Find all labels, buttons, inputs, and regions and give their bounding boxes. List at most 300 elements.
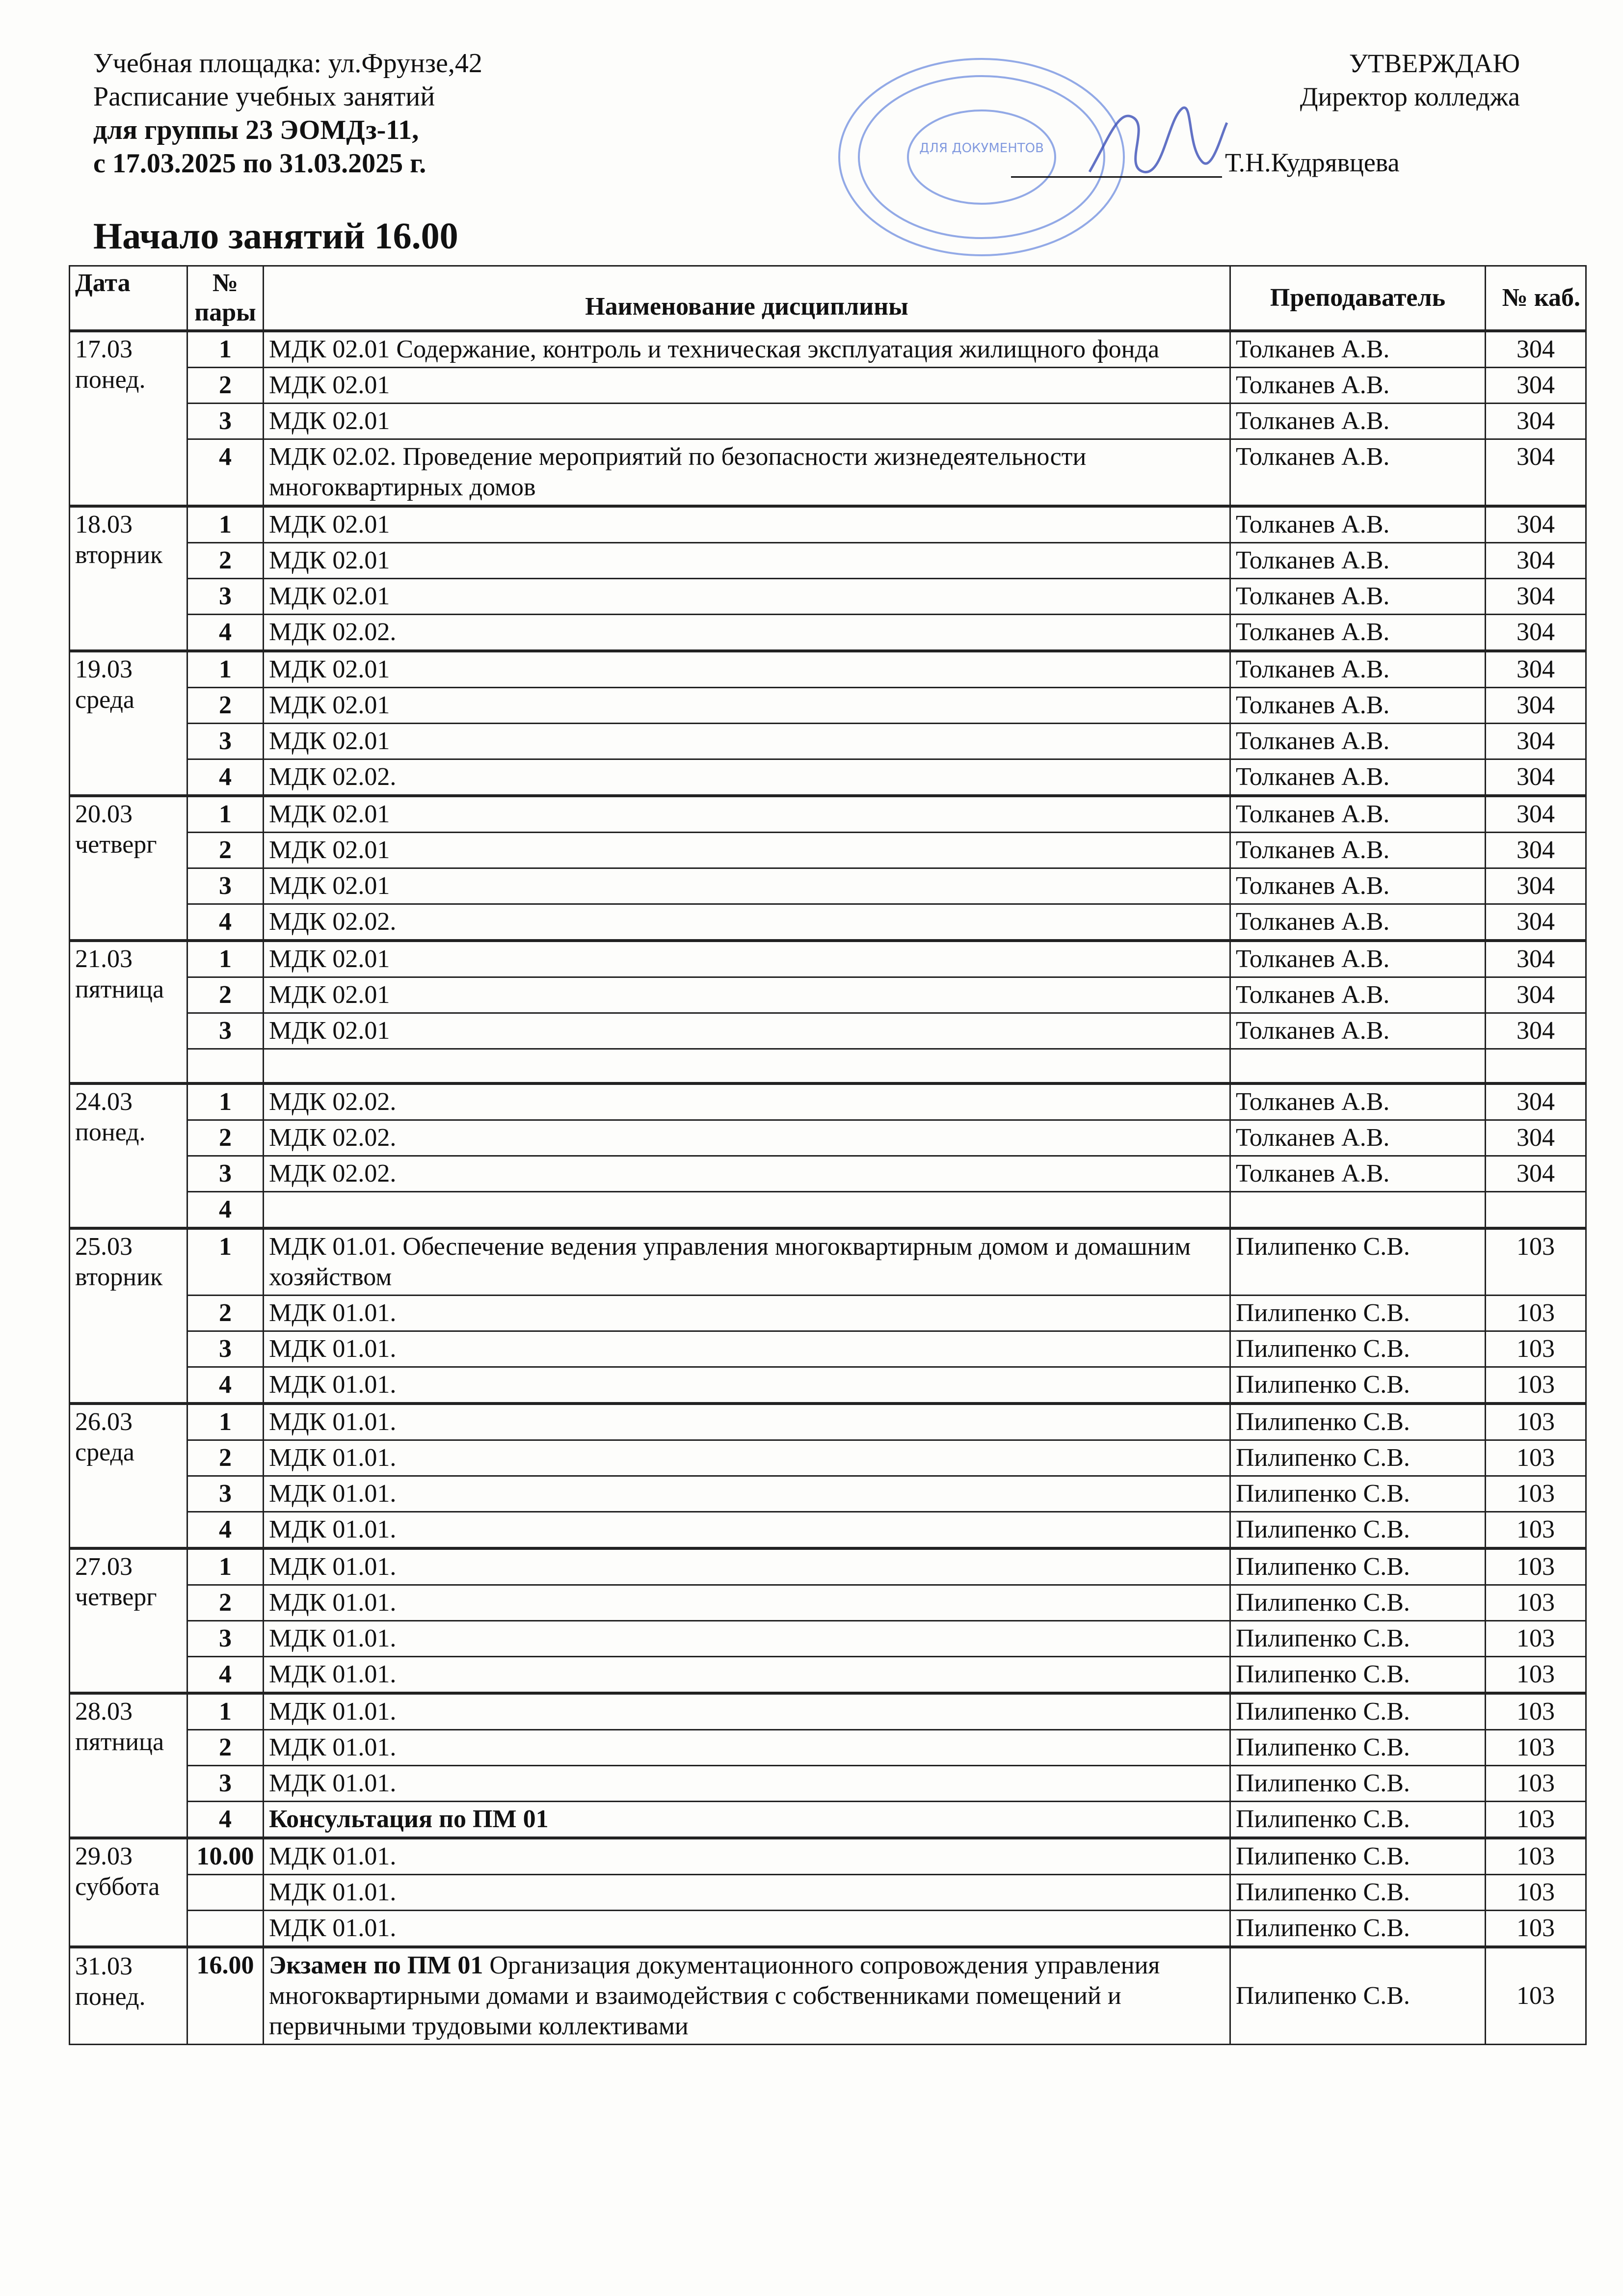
discipline-cell — [264, 506, 1230, 543]
pair-number: 3 — [187, 579, 264, 615]
table-row — [70, 868, 1586, 904]
room-cell: 103 — [1486, 1440, 1586, 1476]
date-text: 20.03 четверг — [75, 800, 157, 859]
schedule-table — [69, 265, 1587, 2045]
teacher-cell: Толканев А.В. — [1230, 543, 1486, 579]
discipline-text: МДК 01.01. — [269, 1370, 397, 1399]
pair-number: 2 — [187, 1295, 264, 1331]
pair-number: 3 — [187, 404, 264, 439]
date-cell — [70, 1693, 187, 1838]
table-row — [70, 1838, 1586, 1875]
room-cell: 304 — [1486, 833, 1586, 868]
teacher-cell: Толканев А.В. — [1230, 941, 1486, 977]
table-row — [70, 1621, 1586, 1656]
date-cell — [70, 1083, 187, 1228]
room-cell: 304 — [1486, 1083, 1586, 1120]
discipline-text: МДК 01.01. Обеспечение ведения управления многоквартирным домом и домашним хозяйством — [269, 1232, 1191, 1291]
room-cell: 304 — [1486, 331, 1586, 368]
teacher-cell: Толканев А.В. — [1230, 833, 1486, 868]
approval-position: Директор колледжа — [1300, 82, 1520, 111]
discipline-text: МДК 02.01 — [269, 691, 390, 719]
discipline-cell — [264, 904, 1230, 941]
discipline-cell — [264, 615, 1230, 651]
table-row — [70, 331, 1586, 368]
room-cell: 304 — [1486, 506, 1586, 543]
discipline-cell — [264, 1548, 1230, 1585]
date-text: четверг — [75, 1583, 157, 1611]
discipline-cell — [264, 1693, 1230, 1730]
discipline-cell — [264, 1729, 1230, 1765]
pair-number: 3 — [187, 1765, 264, 1801]
room-cell: 103 — [1486, 1404, 1586, 1440]
room-cell: 304 — [1486, 868, 1586, 904]
discipline-cell — [264, 1083, 1230, 1120]
header-discipline: Наименование дисциплины — [264, 266, 1230, 331]
date-text: вторник — [75, 1263, 163, 1291]
discipline-text: МДК 02.01 — [269, 407, 390, 435]
discipline-cell — [264, 1947, 1230, 2045]
room-cell: 304 — [1486, 579, 1586, 615]
pair-number: 1 — [187, 1404, 264, 1440]
discipline-text: МДК 02.02. — [269, 1087, 397, 1116]
teacher-cell — [1230, 1049, 1486, 1083]
discipline-text: МДК 02.01 — [269, 981, 390, 1009]
schedule-header — [93, 47, 482, 180]
date-cell — [70, 1228, 187, 1404]
pair-number: 3 — [187, 868, 264, 904]
discipline-text: МДК 01.01. — [269, 1624, 397, 1652]
discipline-cell — [264, 1874, 1230, 1910]
discipline-cell — [264, 651, 1230, 688]
date-text: 25.03 — [75, 1232, 133, 1261]
teacher-cell: Толканев А.В. — [1230, 688, 1486, 724]
discipline-cell — [264, 688, 1230, 724]
date-text: 28.03 — [75, 1697, 133, 1726]
discipline-text: МДК 01.01. — [269, 1515, 397, 1543]
date-cell — [70, 506, 187, 651]
discipline-cell — [264, 833, 1230, 868]
date-cell — [70, 1838, 187, 1947]
table-row — [70, 759, 1586, 796]
table-row — [70, 1585, 1586, 1621]
discipline-cell — [264, 796, 1230, 833]
pair-number: 3 — [187, 1621, 264, 1656]
table-row — [70, 833, 1586, 868]
table-row — [70, 1367, 1586, 1404]
room-cell: 103 — [1486, 1295, 1586, 1331]
pair-number: 1 — [187, 506, 264, 543]
table-row — [70, 1228, 1586, 1296]
pair-number: 16.00 — [187, 1947, 264, 2045]
discipline-cell — [264, 1049, 1230, 1083]
discipline-cell — [264, 543, 1230, 579]
teacher-cell: Толканев А.В. — [1230, 439, 1486, 507]
discipline-text: МДК 02.01 — [269, 582, 390, 610]
table-row — [70, 1191, 1586, 1228]
room-cell: 103 — [1486, 1476, 1586, 1512]
approval-block — [1300, 47, 1520, 113]
director-name: Т.Н.Кудрявцева — [1225, 148, 1400, 177]
pair-number: 1 — [187, 941, 264, 977]
table-row — [70, 1874, 1586, 1910]
discipline-text: МДК 02.01 — [269, 727, 390, 755]
room-cell — [1486, 1049, 1586, 1083]
date-text: 24.03 понед. — [75, 1087, 146, 1146]
room-cell: 304 — [1486, 404, 1586, 439]
table-row — [70, 1910, 1586, 1947]
discipline-text: МДК 02.01 — [269, 1017, 390, 1045]
discipline-text: МДК 01.01. — [269, 1660, 397, 1688]
pair-number: 2 — [187, 1729, 264, 1765]
table-row — [70, 368, 1586, 404]
room-cell: 304 — [1486, 759, 1586, 796]
discipline-cell — [264, 1585, 1230, 1621]
room-cell: 103 — [1486, 1693, 1586, 1730]
date-text: 18.03 вторник — [75, 511, 163, 569]
date-text: 21.03 пятница — [75, 945, 164, 1003]
table-row — [70, 1801, 1586, 1838]
table-row — [70, 796, 1586, 833]
room-cell: 103 — [1486, 1228, 1586, 1296]
date-cell — [70, 941, 187, 1083]
discipline-cell — [264, 1838, 1230, 1875]
pair-number: 2 — [187, 1440, 264, 1476]
teacher-cell: Толканев А.В. — [1230, 1083, 1486, 1120]
table-row — [70, 439, 1586, 507]
room-cell: 304 — [1486, 977, 1586, 1013]
signature-line — [1011, 153, 1222, 178]
room-cell — [1486, 1191, 1586, 1228]
discipline-cell — [264, 1156, 1230, 1191]
teacher-cell: Пилипенко С.В. — [1230, 1765, 1486, 1801]
discipline-text: МДК 01.01. — [269, 1407, 397, 1436]
start-time: Начало занятий 16.00 — [93, 216, 458, 257]
teacher-cell: Толканев А.В. — [1230, 506, 1486, 543]
room-cell: 304 — [1486, 543, 1586, 579]
teacher-cell: Толканев А.В. — [1230, 404, 1486, 439]
discipline-text: МДК 01.01. — [269, 1334, 397, 1363]
room-cell: 103 — [1486, 1947, 1586, 2045]
discipline-cell — [264, 868, 1230, 904]
room-cell: 103 — [1486, 1729, 1586, 1765]
pair-number: 1 — [187, 331, 264, 368]
table-row — [70, 1083, 1586, 1120]
room-cell: 103 — [1486, 1838, 1586, 1875]
discipline-text: МДК 02.02. — [269, 908, 397, 936]
date-text: 19.03 среда — [75, 655, 135, 714]
discipline-cell — [264, 977, 1230, 1013]
teacher-cell: Пилипенко С.В. — [1230, 1440, 1486, 1476]
table-row — [70, 1404, 1586, 1440]
discipline-text: МДК 01.01. — [269, 1914, 397, 1942]
discipline-text: МДК 01.01. — [269, 1697, 397, 1726]
pair-number: 2 — [187, 688, 264, 724]
room-cell: 103 — [1486, 1801, 1586, 1838]
room-cell: 304 — [1486, 941, 1586, 977]
table-row — [70, 724, 1586, 759]
pair-number: 4 — [187, 615, 264, 651]
header-room: № каб. — [1486, 266, 1586, 331]
pair-number: 2 — [187, 833, 264, 868]
discipline-cell — [264, 1801, 1230, 1838]
pair-number — [187, 1874, 264, 1910]
discipline-cell — [264, 941, 1230, 977]
teacher-cell: Толканев А.В. — [1230, 724, 1486, 759]
pair-number: 10.00 — [187, 1838, 264, 1875]
discipline-cell — [264, 1120, 1230, 1156]
table-row — [70, 615, 1586, 651]
discipline-text: МДК 02.01 — [269, 371, 390, 399]
discipline-text: МДК 01.01. — [269, 1878, 397, 1906]
teacher-cell: Толканев А.В. — [1230, 579, 1486, 615]
header-pair: № пары — [187, 266, 264, 331]
table-row — [70, 1120, 1586, 1156]
room-cell: 304 — [1486, 904, 1586, 941]
table-row — [70, 1440, 1586, 1476]
teacher-cell: Толканев А.В. — [1230, 1013, 1486, 1049]
room-cell: 103 — [1486, 1548, 1586, 1585]
teacher-cell: Пилипенко С.В. — [1230, 1693, 1486, 1730]
teacher-cell: Толканев А.В. — [1230, 796, 1486, 833]
room-cell: 304 — [1486, 688, 1586, 724]
discipline-text: МДК 02.01 — [269, 546, 390, 574]
teacher-cell: Пилипенко С.В. — [1230, 1548, 1486, 1585]
room-cell: 103 — [1486, 1367, 1586, 1404]
room-cell: 304 — [1486, 368, 1586, 404]
date-cell — [70, 651, 187, 796]
teacher-cell: Пилипенко С.В. — [1230, 1367, 1486, 1404]
discipline-cell — [264, 1512, 1230, 1548]
date-text: 17.03 — [75, 335, 133, 363]
discipline-text: МДК 01.01. — [269, 1733, 397, 1761]
discipline-cell — [264, 759, 1230, 796]
exam-label: Экзамен по ПМ 01 — [269, 1951, 483, 1979]
teacher-cell: Пилипенко С.В. — [1230, 1404, 1486, 1440]
teacher-cell: Пилипенко С.В. — [1230, 1331, 1486, 1367]
teacher-cell: Толканев А.В. — [1230, 368, 1486, 404]
discipline-text: МДК 01.01. — [269, 1552, 397, 1581]
pair-number: 1 — [187, 1228, 264, 1296]
date-text: понед. — [75, 366, 146, 394]
table-row — [70, 977, 1586, 1013]
table-row — [70, 1512, 1586, 1548]
teacher-cell: Пилипенко С.В. — [1230, 1228, 1486, 1296]
signature-icon — [1080, 88, 1237, 196]
room-cell: 304 — [1486, 439, 1586, 507]
pair-number — [187, 1910, 264, 1947]
table-row — [70, 1476, 1586, 1512]
discipline-text: МДК 02.02. Проведение мероприятий по безопасности жизнедеятельности многоквартирных домов — [269, 443, 1087, 501]
pair-number: 4 — [187, 1512, 264, 1548]
pair-number: 1 — [187, 1693, 264, 1730]
teacher-cell: Пилипенко С.В. — [1230, 1621, 1486, 1656]
room-cell: 103 — [1486, 1656, 1586, 1693]
discipline-cell — [264, 1404, 1230, 1440]
header-teacher: Преподаватель — [1230, 266, 1486, 331]
room-cell: 304 — [1486, 796, 1586, 833]
pair-number: 1 — [187, 1083, 264, 1120]
pair-number: 1 — [187, 796, 264, 833]
discipline-cell — [264, 1367, 1230, 1404]
table-row — [70, 1656, 1586, 1693]
teacher-cell: Толканев А.В. — [1230, 977, 1486, 1013]
pair-number: 2 — [187, 977, 264, 1013]
date-text: 26.03 среда — [75, 1407, 135, 1466]
table-row — [70, 1331, 1586, 1367]
table-row — [70, 1548, 1586, 1585]
discipline-text: МДК 02.01 — [269, 872, 390, 900]
table-row — [70, 1947, 1586, 2045]
teacher-cell: Толканев А.В. — [1230, 331, 1486, 368]
teacher-cell: Пилипенко С.В. — [1230, 1910, 1486, 1947]
discipline-text: МДК 01.01. — [269, 1443, 397, 1472]
room-cell: 304 — [1486, 615, 1586, 651]
pair-number: 1 — [187, 1548, 264, 1585]
header-date: Дата — [70, 266, 187, 331]
discipline-text: МДК 01.01. — [269, 1842, 397, 1870]
group-line: для группы 23 ЭОМДз-11, — [93, 115, 419, 145]
teacher-cell: Толканев А.В. — [1230, 651, 1486, 688]
pair-number: 3 — [187, 1156, 264, 1191]
discipline-cell — [264, 1765, 1230, 1801]
table-row — [70, 904, 1586, 941]
pair-number: 3 — [187, 1013, 264, 1049]
room-cell: 304 — [1486, 1013, 1586, 1049]
teacher-cell: Пилипенко С.В. — [1230, 1512, 1486, 1548]
pair-number: 4 — [187, 904, 264, 941]
date-text: 27.03 — [75, 1552, 133, 1581]
discipline-text: МДК 01.01. — [269, 1479, 397, 1508]
discipline-cell — [264, 404, 1230, 439]
discipline-cell — [264, 1621, 1230, 1656]
table-row — [70, 1693, 1586, 1730]
discipline-cell — [264, 1656, 1230, 1693]
table-row — [70, 651, 1586, 688]
discipline-text: МДК 01.01. — [269, 1769, 397, 1797]
discipline-text: Организация документационного сопровождения управления многоквартирными домами и взаимодействия с собственниками помещений и первичными трудовыми коллективами — [269, 1951, 1160, 2040]
venue-line: Учебная площадка: ул.Фрунзе,42 — [93, 48, 482, 79]
discipline-cell — [264, 1013, 1230, 1049]
pair-number: 3 — [187, 1476, 264, 1512]
discipline-cell — [264, 368, 1230, 404]
pair-number: 4 — [187, 1367, 264, 1404]
pair-number: 4 — [187, 1801, 264, 1838]
discipline-cell — [264, 1440, 1230, 1476]
pair-number: 4 — [187, 439, 264, 507]
pair-number: 2 — [187, 1585, 264, 1621]
discipline-text: МДК 02.01 — [269, 945, 390, 973]
date-cell — [70, 1404, 187, 1548]
table-row — [70, 1729, 1586, 1765]
date-text: пятница — [75, 1728, 164, 1756]
discipline-text: МДК 02.01 — [269, 511, 390, 539]
table-row — [70, 404, 1586, 439]
discipline-cell — [264, 724, 1230, 759]
pair-number: 2 — [187, 1120, 264, 1156]
signature-row — [1011, 147, 1400, 178]
discipline-text: МДК 02.02. — [269, 618, 397, 646]
teacher-cell: Пилипенко С.В. — [1230, 1295, 1486, 1331]
room-cell: 304 — [1486, 1120, 1586, 1156]
table-row — [70, 1156, 1586, 1191]
period-line: с 17.03.2025 по 31.03.2025 г. — [93, 148, 426, 179]
teacher-cell: Пилипенко С.В. — [1230, 1729, 1486, 1765]
schedule-title: Расписание учебных занятий — [93, 81, 435, 112]
discipline-text: МДК 01.01. — [269, 1588, 397, 1617]
room-cell: 103 — [1486, 1874, 1586, 1910]
teacher-cell: Толканев А.В. — [1230, 868, 1486, 904]
pair-number: 4 — [187, 1656, 264, 1693]
discipline-cell — [264, 1295, 1230, 1331]
date-text: 31.03 понед. — [75, 1952, 146, 2011]
table-header-row — [70, 266, 1586, 331]
discipline-text: МДК 02.02. — [269, 763, 397, 791]
date-cell — [70, 1548, 187, 1693]
room-cell: 103 — [1486, 1765, 1586, 1801]
date-text: 29.03 суббота — [75, 1842, 160, 1901]
teacher-cell: Пилипенко С.В. — [1230, 1838, 1486, 1875]
table-row — [70, 1013, 1586, 1049]
teacher-cell: Толканев А.В. — [1230, 1120, 1486, 1156]
discipline-text: МДК 02.01 — [269, 836, 390, 864]
schedule-body — [70, 331, 1586, 2044]
discipline-cell — [264, 1228, 1230, 1296]
discipline-cell — [264, 579, 1230, 615]
table-row — [70, 1295, 1586, 1331]
teacher-cell: Толканев А.В. — [1230, 904, 1486, 941]
discipline-text: МДК 01.01. — [269, 1298, 397, 1327]
teacher-cell: Пилипенко С.В. — [1230, 1656, 1486, 1693]
table-row — [70, 506, 1586, 543]
table-row — [70, 1049, 1586, 1083]
discipline-text: МДК 02.01 — [269, 655, 390, 683]
teacher-cell: Пилипенко С.В. — [1230, 1801, 1486, 1838]
discipline-text: МДК 02.01 — [269, 800, 390, 828]
discipline-text: Консультация по ПМ 01 — [269, 1805, 549, 1833]
table-row — [70, 543, 1586, 579]
room-cell: 103 — [1486, 1512, 1586, 1548]
room-cell: 103 — [1486, 1621, 1586, 1656]
discipline-text: МДК 02.02. — [269, 1159, 397, 1188]
teacher-cell: Толканев А.В. — [1230, 1156, 1486, 1191]
pair-number: 2 — [187, 368, 264, 404]
approval-title: УТВЕРЖДАЮ — [1349, 49, 1520, 78]
room-cell: 304 — [1486, 651, 1586, 688]
discipline-cell — [264, 439, 1230, 507]
discipline-cell — [264, 1476, 1230, 1512]
table-row — [70, 688, 1586, 724]
table-row — [70, 1765, 1586, 1801]
date-cell — [70, 796, 187, 941]
teacher-cell: Толканев А.В. — [1230, 759, 1486, 796]
discipline-cell — [264, 1331, 1230, 1367]
teacher-cell — [1230, 1191, 1486, 1228]
discipline-cell — [264, 1910, 1230, 1947]
date-cell — [70, 331, 187, 506]
stamp-center-text: ДЛЯ ДОКУМЕНТОВ — [919, 141, 1044, 156]
pair-number: 4 — [187, 1191, 264, 1228]
discipline-text: МДК 02.02. — [269, 1123, 397, 1152]
pair-number: 3 — [187, 724, 264, 759]
pair-number: 1 — [187, 651, 264, 688]
date-cell — [70, 1947, 187, 2045]
discipline-cell — [264, 1191, 1230, 1228]
discipline-text: МДК 02.01 Содержание, контроль и техническая эксплуатация жилищного фонда — [269, 335, 1160, 363]
teacher-cell: Пилипенко С.В. — [1230, 1874, 1486, 1910]
room-cell: 103 — [1486, 1331, 1586, 1367]
room-cell: 304 — [1486, 1156, 1586, 1191]
room-cell: 304 — [1486, 724, 1586, 759]
